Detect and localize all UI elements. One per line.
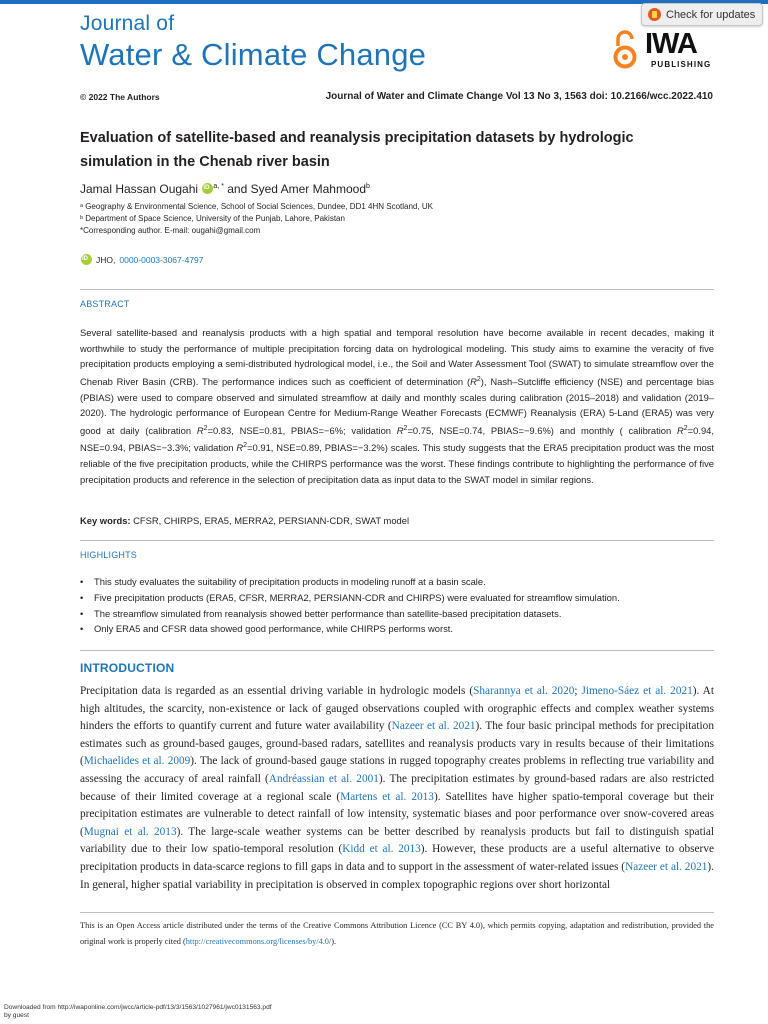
r-squared: R — [676, 424, 684, 436]
title-line-2: simulation in the Chenab river basin — [80, 154, 330, 170]
license-text: ). — [331, 937, 337, 946]
article-title — [80, 126, 710, 174]
author-1[interactable]: Jamal Hassan Ougahi — [80, 182, 199, 196]
keywords-label: Key words: — [80, 515, 131, 526]
orcid-label: JHO, — [96, 254, 116, 265]
citation-link[interactable]: Michaelides et al. 2009 — [83, 755, 191, 768]
abstract-part: ), Nash–Sutcliffe efficiency (NSE) and percentage bias (PBIAS) were used to compare observed and simulated streamflow at daily and monthly scales during calibration (2015–2018) and validation (2019–2020). The hydrologic performance of European Centre for Medium-Range Weather Forecasts (ECMWF) Reanalysis (ERA) 5-Land (ERA5) was very good at daily (calibration — [80, 375, 714, 436]
abstract-heading: ABSTRACT — [80, 299, 130, 309]
download-line: Downloaded from http://iwaponline.com/jwcc/article-pdf/13/3/1563/1027961/jwc0131563.pdf — [4, 1004, 272, 1011]
divider — [80, 289, 714, 290]
license-text: This is an Open Access article distributed under the terms of the Creative Commons Attribution Licence (CC BY 4.0), which permits copying, adaptation and redistribution, provided the original work is properly cited ( — [80, 921, 714, 946]
title-line-1: Evaluation of satellite-based and reanalysis precipitation datasets by hydrologic — [80, 130, 634, 146]
abstract-part: Several satellite-based and reanalysis products with a high spatial and temporal resolution have become available in recent decades, making it worthwhile to study the performance of multiple precipitation forcing data on hydrological modeling. This study aims to examine the veracity of five precipitation products employing a semi-distributed hydrological model, i.e., the Soil and Water Assessment Tool (SWAT) to simulate streamflow over the Chenab River Basin (CRB). The performance indices such as coefficient of determination ( — [80, 327, 714, 387]
intro-part: Precipitation data is regarded as an essential driving variable in hydrologic models ( — [80, 685, 474, 697]
citation-link[interactable]: Andréassian et al. 2001 — [268, 772, 379, 785]
affiliation-a: ᵃ Geography & Environmental Science, School of Social Sciences, Dundee, DD1 4HN Scotland, UK — [80, 202, 433, 211]
introduction-text — [80, 683, 714, 894]
intro-part: ). The lack of ground-based gauge stations in rugged topography creates problems in reflecting true variability and assessing the accuracy of areal rainfall ( — [80, 755, 714, 785]
r-squared: R — [470, 375, 477, 387]
list-item: • Five precipitation products (ERA5, CFSR, MERRA2, PERSIANN-CDR and CHIRPS) were evaluated for streamflow simulation. — [80, 590, 714, 606]
introduction-heading: INTRODUCTION — [80, 661, 175, 675]
intro-part: ). The large-scale weather systems can be better described by reanalysis products but fail to distinguish spatial variability due to their low spatio-temporal resolution ( — [80, 825, 714, 856]
corresponding-author: *Corresponding author. E-mail: ougahi@gmail.com — [80, 226, 261, 235]
intro-part: ). At high altitudes, the scarcity, non-existence or lack of gauged observations coupled with orographic effects and complex weather systems hinders the efforts to quantify current and future water availability ( — [80, 685, 714, 733]
intro-part: ; — [574, 685, 582, 697]
keywords — [80, 515, 409, 526]
abstract-part: =0.75, NSE=0.74, PBIAS=−9.6%) and monthly ( calibration — [407, 424, 677, 436]
abstract-part: =0.91, NSE=0.89, PBIAS=−3.2%) scales. This study suggests that the ERA5 precipitation product was the most reliable of the five precipitation products, while the CHIRPS performance was the worst. These findings contribute to highlighting the performance of five precipitation products and reference in the selection of precipitation data as input data to the SWAT model in similar regions. — [80, 442, 714, 485]
divider — [80, 650, 714, 651]
iwa-logo: IWA — [645, 28, 697, 60]
license-footnote — [80, 918, 714, 950]
citation-link[interactable]: Sharannya et al. 2020 — [473, 685, 575, 697]
citation-link[interactable]: Mugnai et al. 2013 — [83, 825, 177, 838]
check-for-updates-label: Check for updates — [666, 8, 756, 21]
list-item: • This study evaluates the suitability of precipitation products in modeling runoff at a basin scale. — [80, 574, 714, 590]
divider — [80, 540, 714, 541]
copyright: © 2022 The Authors — [80, 92, 160, 102]
highlights-list — [80, 574, 714, 637]
r-squared: R — [196, 424, 204, 436]
orcid-icon — [81, 254, 92, 265]
r-squared: R — [396, 424, 404, 436]
highlights-heading: HIGHLIGHTS — [80, 550, 138, 560]
publishing-label: PUBLISHING — [651, 60, 712, 69]
download-notice — [4, 1004, 272, 1020]
list-item: • Only ERA5 and CFSR data showed good performance, while CHIRPS performs worst. — [80, 621, 714, 637]
author-2-affiliation-mark: b — [366, 183, 370, 190]
citation-link[interactable]: Nazeer et al. 2021 — [391, 720, 476, 733]
journal-name-line1: Journal of — [80, 12, 175, 35]
author-2: and Syed Amer Mahmood — [223, 182, 366, 196]
intro-part: ). Satellites have higher spatio-temporal coverage but their precipitation estimates are vulnerable to detect rainfall of low intensity, systematic biases and poor performance over snow-covered areas ( — [80, 790, 714, 838]
orcid-line — [80, 254, 204, 265]
citation-link[interactable]: Martens et al. 2013 — [340, 790, 434, 803]
check-updates-icon — [648, 8, 661, 21]
open-access-icon — [612, 30, 638, 70]
orcid-link[interactable]: 0000-0003-3067-4797 — [119, 254, 204, 265]
abstract-part: =0.94, NSE=0.94, PBIAS=−3.3%; validation — [80, 424, 714, 454]
keywords-text: CFSR, CHIRPS, ERA5, MERRA2, PERSIANN-CDR, SWAT model — [130, 515, 410, 526]
affiliation-b: ᵇ Department of Space Science, University of the Punjab, Lahore, Pakistan — [80, 214, 345, 223]
journal-name-line2: Water & Climate Change — [80, 37, 427, 72]
orcid-icon[interactable] — [202, 183, 213, 194]
download-line: by guest — [4, 1012, 29, 1019]
citation-link[interactable]: Jimeno-Sáez et al. 2021 — [581, 685, 693, 697]
article-citation: Journal of Water and Climate Change Vol 13 No 3, 1563 doi: 10.2166/wcc.2022.410 — [325, 91, 713, 102]
intro-part: ). However, these products are a useful alternative to observe precipitation products in data-scarce regions to fill gaps in data and to support in the assessment of water-related issues ( — [80, 843, 714, 873]
author-list — [80, 182, 370, 196]
abstract-part: =0.83, NSE=0.81, PBIAS=−6%; validation — [207, 424, 397, 436]
citation-link[interactable]: Kidd et al. 2013 — [342, 843, 421, 856]
footnote-divider — [80, 912, 714, 913]
intro-part: ). The four basic principal methods for precipitation estimates such as ground-based gauges, ground-based radars, satellites and reanalysis products vary in results because of their limitations ( — [80, 720, 714, 768]
intro-part: ). The precipitation estimates by ground-based radars are also restricted because of their limited coverage at a regional scale ( — [80, 772, 714, 803]
abstract-text: Several satellite-based and reanalysis products with a high spatial and temporal resolution have become available in recent decades, making it worthwhile to study the performance of multiple precipitation forcing data on hydrological modeling. This study aims to examine the veracity of five precipitation products employing a semi-distributed hydrological model, i.e., the Soil and Water Assessment Tool (SWAT) to simulate streamflow over the Chenab River Basin (CRB). The performance indices such as coefficient of determination $(R^2)$, Nash–Sutcliffe efficiency (NSE) and percentage bias (PBIAS) were used to compare observed and simulated streamflow at daily and monthly scales during calibration (2015–2018) and validation (2019–2020). The hydrologic performance of European Centre for Medium-Range Weather Forecasts (ECMWF) Reanalysis (ERA) 5-Land (ERA5) was very good at daily (calibration $R^2=0.83$, NSE=0.81, PBIAS=−6%; validation $R^2=0.75$, NSE=0.74, PBIAS=−9.6%) and monthly ( calibration $R^2=0.94$, NSE=0.94, PBIAS=−3.3%; validation $R^2=0.91$, NSE=0.89, PBIAS=−3.2%) scales. This study suggests that the ERA5 precipitation product was the most reliable of the five precipitation products, while the CHIRPS performance was the worst. These findings contribute to highlighting the performance of five precipitation products and reference in the selection of precipitation data as input data to the SWAT model in similar regions. — [80, 327, 714, 485]
author-1-affiliation-mark: a, * — [213, 183, 224, 190]
license-link[interactable]: http://creativecommons.org/licenses/by/4.0/ — [185, 937, 332, 946]
r-squared: R — [236, 442, 244, 454]
citation-link[interactable]: Nazeer et al. 2021 — [625, 860, 708, 873]
intro-part: ). In general, higher spatial variability in precipitation is observed in complex topographic regions over short horizontal — [80, 860, 714, 891]
list-item: • The streamflow simulated from reanalysis showed better performance than satellite-based precipitation datasets. — [80, 606, 714, 622]
check-for-updates-button[interactable] — [641, 3, 763, 26]
